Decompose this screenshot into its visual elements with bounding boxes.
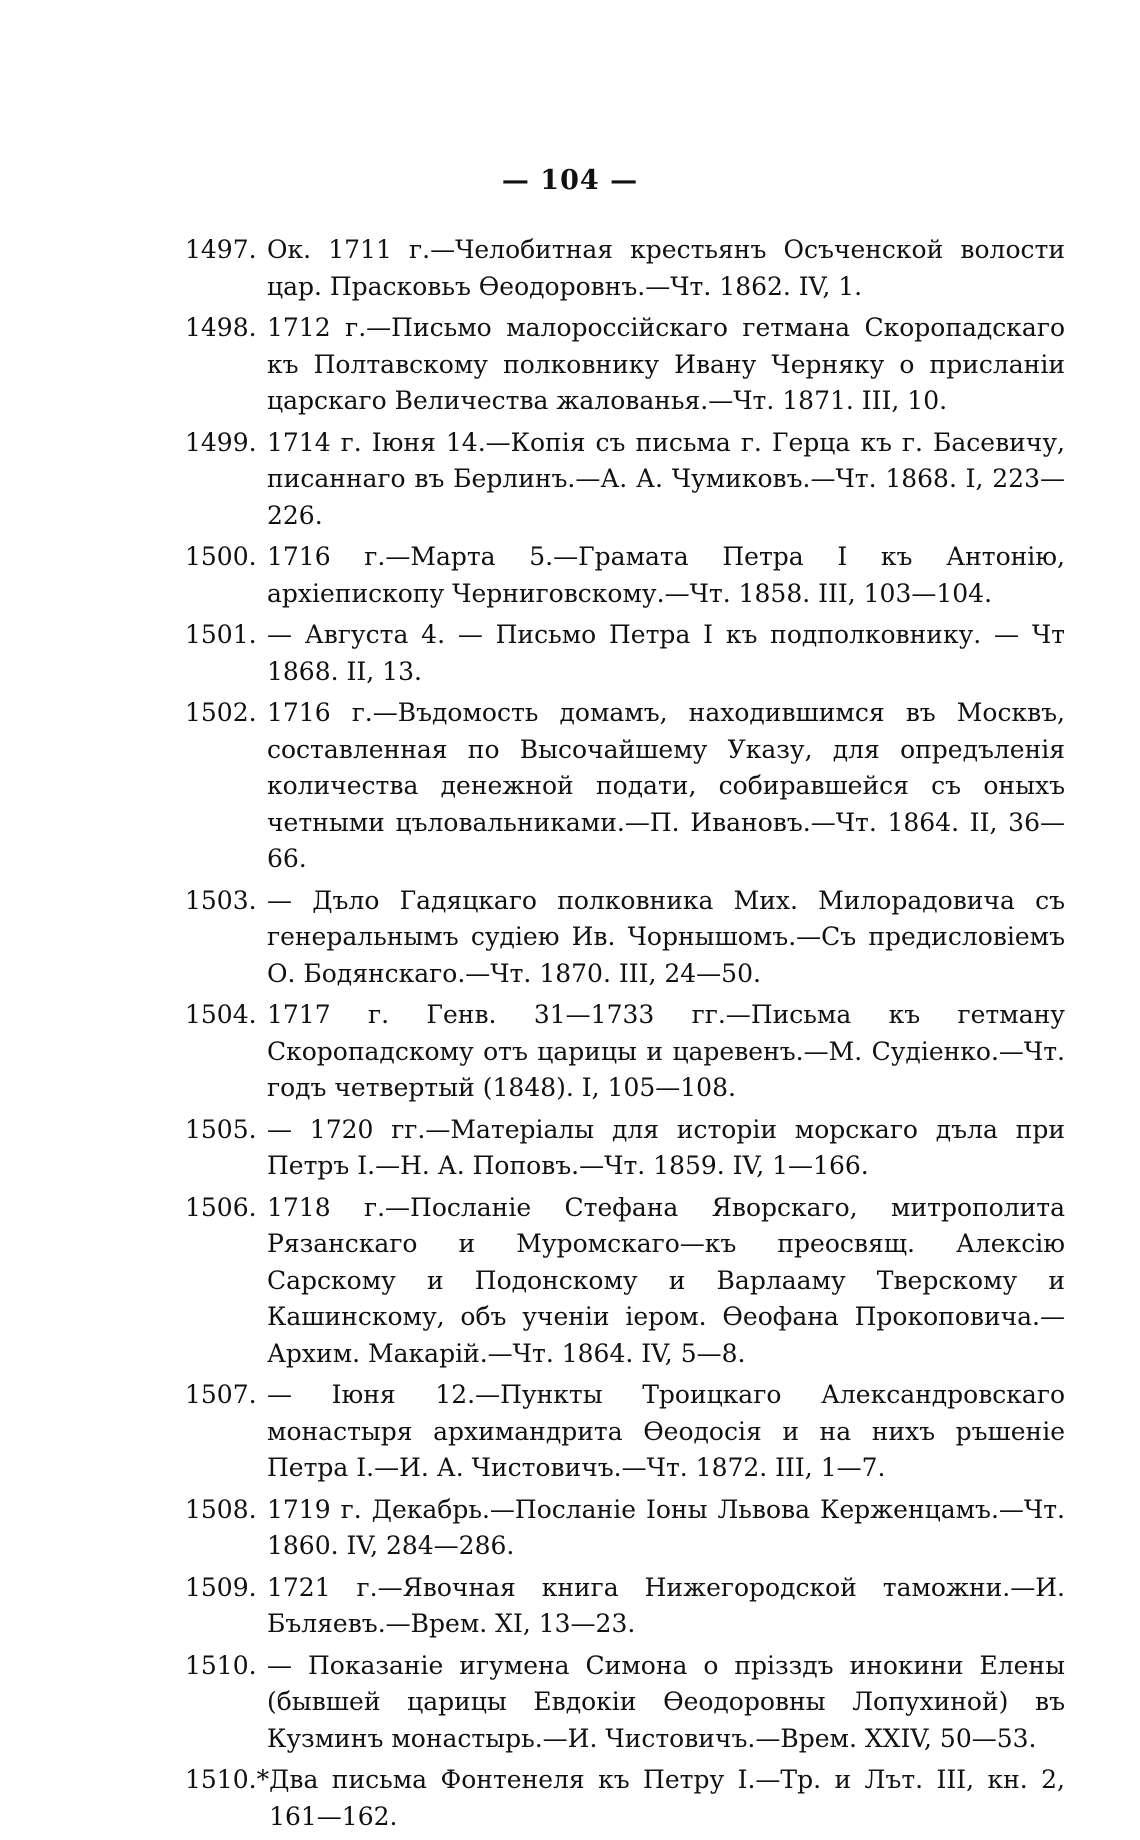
- entry-number: 1510.: [185, 1650, 257, 1680]
- list-item: [185, 695, 1065, 878]
- list-item: [185, 617, 1065, 690]
- entry-text: Ок. 1711 г.—Челобитная крестьянъ Осъченской волости цар. Прасковьъ Өеодоровнъ.—Чт. 1862. IV, 1.: [267, 235, 1065, 301]
- entry-number: 1508.: [185, 1494, 257, 1524]
- entry-text: 1714 г. Іюня 14.—Копія съ письма г. Герца къ г. Басевичу, писаннаго въ Берлинъ.—А. А. Чумиковъ.—Чт. 1868. I, 223—226.: [267, 427, 1065, 530]
- entry-number: 1504.: [185, 1000, 257, 1029]
- entry-number: 1499.: [185, 427, 257, 457]
- entry-number: 1510.*: [185, 1765, 270, 1794]
- list-item: [185, 425, 1065, 535]
- entry-number: 1502.: [185, 698, 257, 727]
- entry-text: — Показаніе игумена Симона о прізздъ инокини Елены (бывшей царицы Евдокіи Өеодоровны Лопухиной) въ Кузминъ монастырь.—И. Чистовичъ.—Врем. XXIV, 50—53.: [267, 1650, 1065, 1753]
- list-item: [185, 1648, 1065, 1758]
- entry-text: — 1720 гг.—Матеріалы для исторіи морскаго дъла при Петръ I.—Н. А. Поповъ.—Чт. 1859. IV, 1—166.: [267, 1114, 1065, 1180]
- list-item: [185, 539, 1065, 612]
- entry-text: 1716 г.—Въдомость домамъ, находившимся въ Москвъ, составленная по Высочайшему Указу, для опредъленія количества денежной подати, собиравшейся съ оныхъ четными цъловальниками.—П. Ивановъ.—Чт. 1864. II, 36—66.: [267, 698, 1065, 873]
- list-item: [185, 1112, 1065, 1185]
- list-item: [185, 1377, 1065, 1487]
- entry-text: 1721 г.—Явочная книга Нижегородской таможни.—И. Бъляевъ.—Врем. XI, 13—23.: [267, 1572, 1065, 1638]
- entry-number: 1500.: [185, 542, 257, 571]
- page-number: — 104 —: [501, 165, 639, 196]
- list-item: [185, 1190, 1065, 1373]
- entry-number: 1506.: [185, 1192, 257, 1222]
- list-item: [185, 232, 1065, 305]
- entry-text: 1712 г.—Письмо малороссійскаго гетмана Скоропадскаго къ Полтавскому полковнику Ивану Черняку о присланіи царскаго Величества жалованья.—Чт. 1871. III, 10.: [267, 313, 1065, 415]
- entry-number: 1507.: [185, 1380, 257, 1409]
- bibliography-list: [185, 232, 1065, 1840]
- entry-number: 1509.: [185, 1572, 257, 1602]
- list-item: [185, 310, 1065, 420]
- entry-text: Два письма Фонтенеля къ Петру I.—Тр. и Лът. III, кн. 2, 161—162.: [269, 1765, 1065, 1831]
- entry-text: — Августа 4. — Письмо Петра I къ подполковнику. — Чт 1868. II, 13.: [267, 620, 1065, 686]
- entry-text: — Дъло Гадяцкаго полковника Мих. Милорадовича съ генеральнымъ судіею Ив. Чорнышомъ.—Съ предисловіемъ О. Бодянскаго.—Чт. 1870. III, 24—50.: [267, 885, 1065, 988]
- entry-text: 1717 г. Генв. 31—1733 гг.—Письма къ гетману Скоропадскому отъ царицы и царевенъ.—М. Судіенко.—Чт. годъ четвертый (1848). I, 105—108.: [267, 1000, 1065, 1102]
- entry-number: 1501.: [185, 620, 257, 649]
- entry-number: 1505.: [185, 1114, 257, 1144]
- list-item: [185, 1570, 1065, 1643]
- entry-text: 1716 г.—Марта 5.—Грамата Петра I къ Антонію, архіепископу Черниговскому.—Чт. 1858. III, 103—104.: [267, 542, 1065, 608]
- entry-text: — Іюня 12.—Пункты Троицкаго Александровскаго монастыря архимандрита Өеодосія и на нихъ ръшеніе Петра I.—И. А. Чистовичъ.—Чт. 1872. III, 1—7.: [267, 1380, 1065, 1482]
- list-item: [185, 1492, 1065, 1565]
- list-item: [185, 997, 1065, 1107]
- list-item: [185, 883, 1065, 993]
- entry-number: 1497.: [185, 235, 257, 264]
- entry-text: 1718 г.—Посланіе Стефана Яворскаго, митрополита Рязанскаго и Муромскаго—къ преосвящ. Алексію Сарскому и Подонскому и Варлааму Тверскому и Кашинскому, объ ученіи іером. Өеофана Прокоповича.—Архим. Макарій.—Чт. 1864. IV, 5—8.: [267, 1192, 1065, 1368]
- list-item: [185, 1762, 1065, 1835]
- entry-text: 1719 г. Декабрь.—Посланіе Іоны Львова Керженцамъ.—Чт. 1860. IV, 284—286.: [267, 1494, 1065, 1560]
- entry-number: 1498.: [185, 313, 257, 342]
- entry-number: 1503.: [185, 885, 257, 915]
